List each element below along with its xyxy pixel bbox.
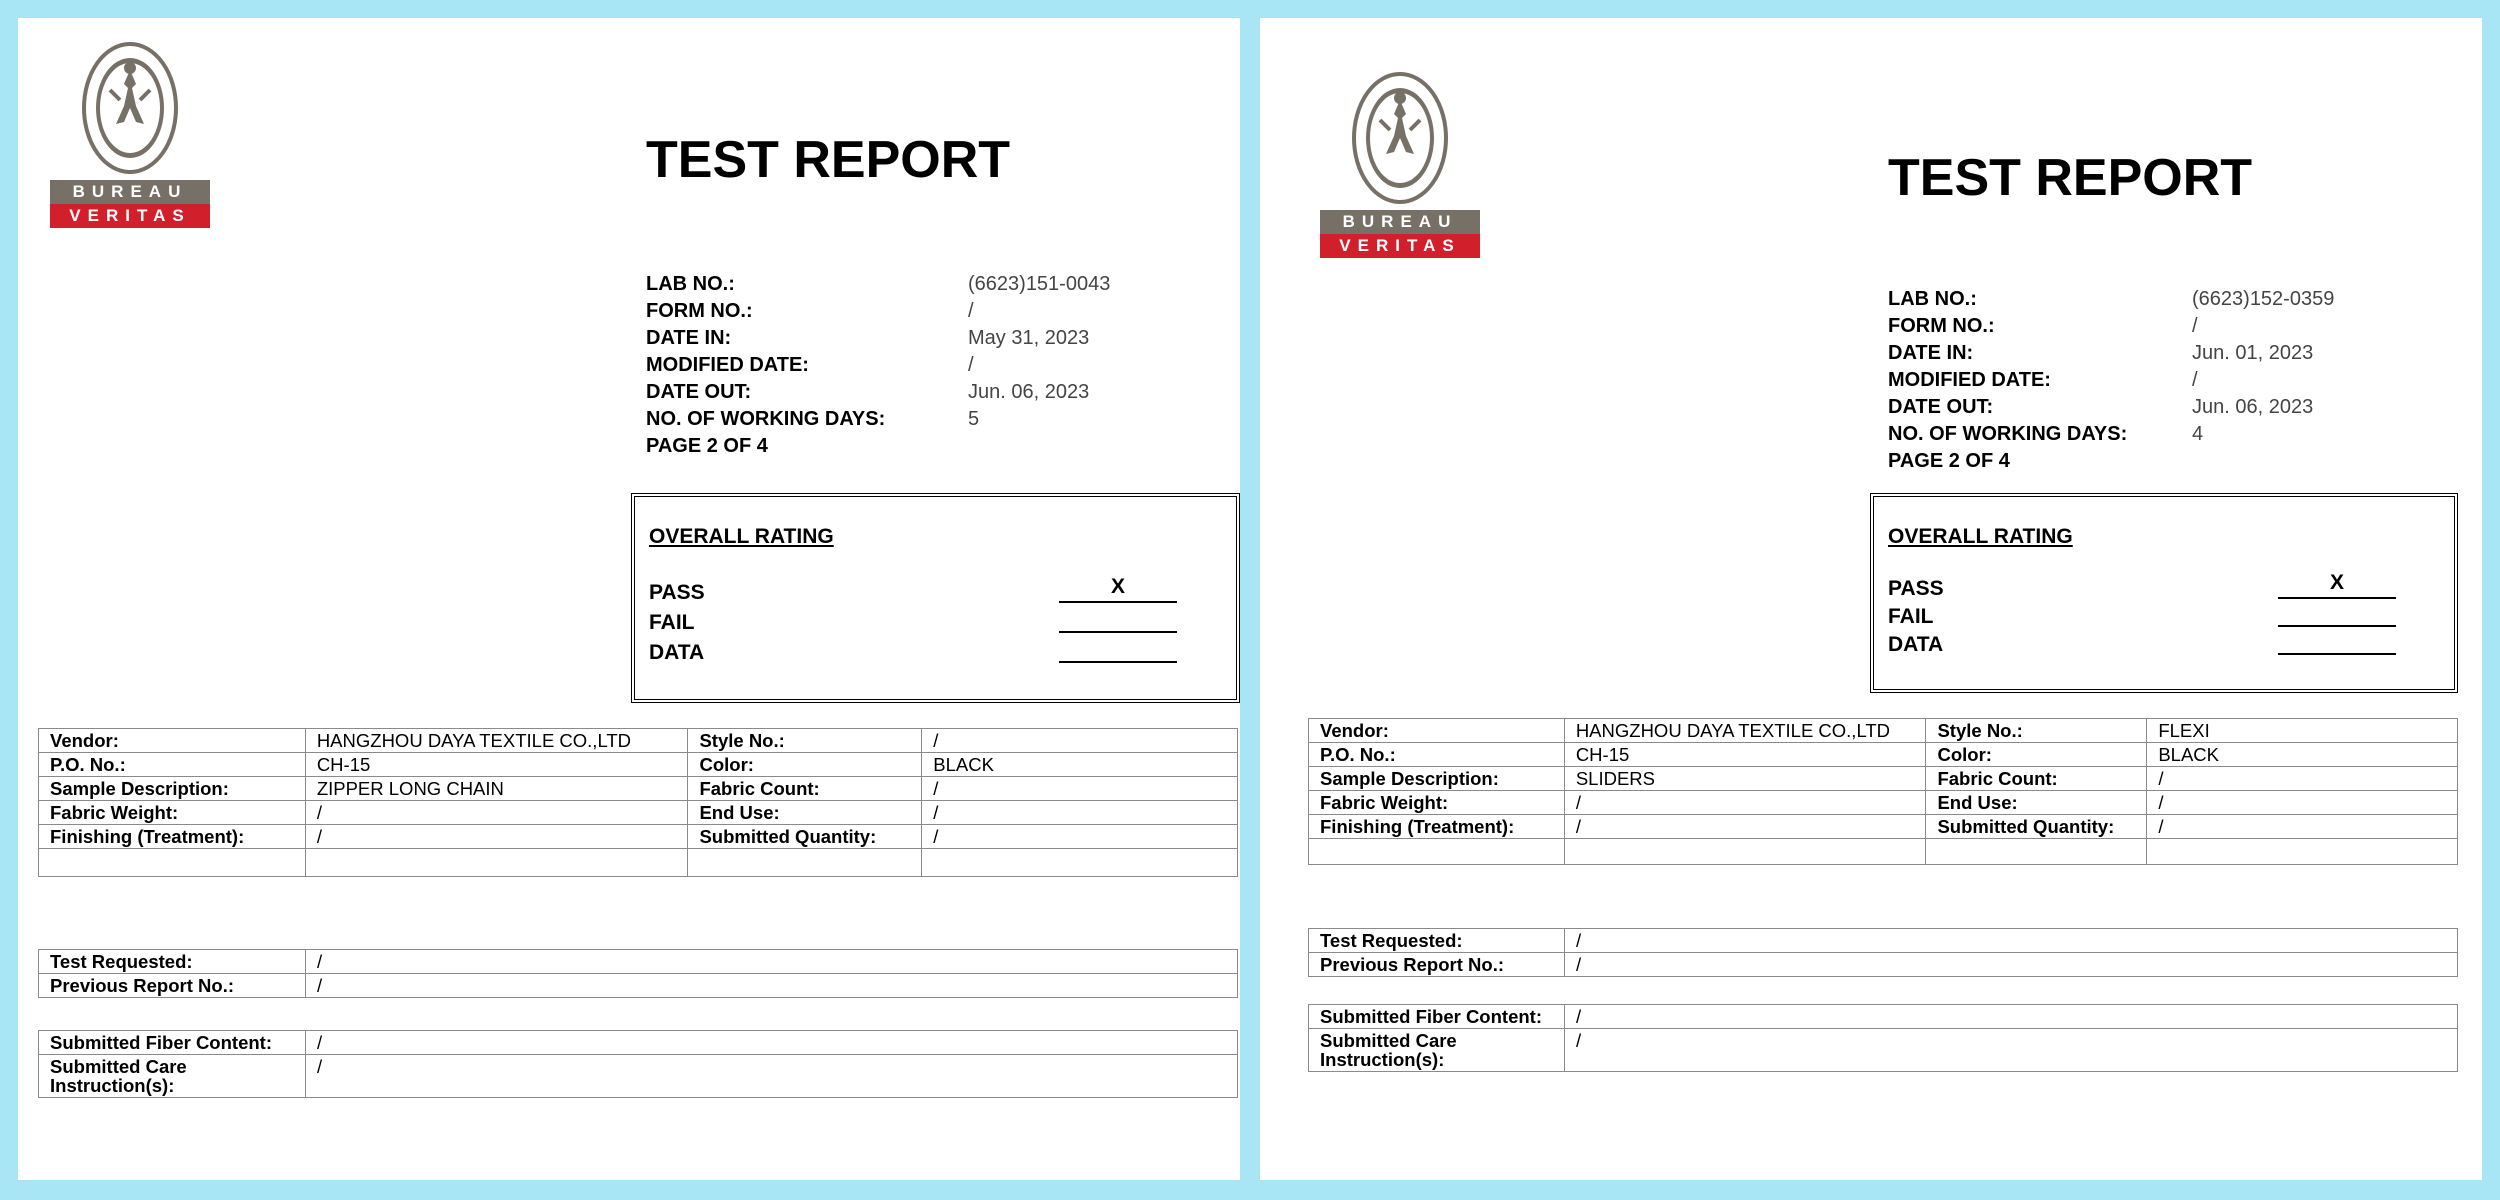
table-row [1309, 719, 2458, 743]
table-row [39, 777, 1238, 801]
quantity-value: / [922, 825, 1238, 849]
info-value: / [968, 354, 974, 376]
previous-report-label: Previous Report No.: [39, 974, 306, 998]
care-instruction-label: Submitted Care Instruction(s): [1309, 1029, 1565, 1072]
fiber-care-table [38, 1030, 1238, 1098]
info-row-page [646, 435, 1206, 462]
table-row [39, 1031, 1238, 1055]
table-row [39, 825, 1238, 849]
info-row-date-in [646, 327, 1206, 354]
style-label: Style No.: [688, 729, 922, 753]
empty-cell [1926, 839, 2147, 865]
info-value: Jun. 01, 2023 [2192, 342, 2314, 364]
info-label: DATE OUT: [1888, 396, 1994, 418]
info-row-form-no [1888, 315, 2448, 342]
vendor-details-table [1308, 718, 2458, 865]
sample-value: ZIPPER LONG CHAIN [305, 777, 688, 801]
rating-line [2278, 571, 2396, 599]
style-label: Style No.: [1926, 719, 2147, 743]
vendor-label: Vendor: [39, 729, 306, 753]
color-value: BLACK [922, 753, 1238, 777]
fabric-weight-label: Fabric Weight: [1309, 791, 1565, 815]
report-page-left [18, 18, 1240, 1180]
rating-row-data [1888, 633, 2410, 661]
info-value: Jun. 06, 2023 [2192, 396, 2314, 418]
info-label: LAB NO.: [1888, 288, 1977, 310]
test-request-table [38, 949, 1238, 998]
rating-label: FAIL [649, 611, 695, 634]
rating-label: PASS [649, 581, 705, 604]
test-request-table [1308, 928, 2458, 977]
rating-line [1059, 661, 1177, 663]
table-row [39, 753, 1238, 777]
po-value: CH-15 [1564, 743, 1926, 767]
finishing-label: Finishing (Treatment): [39, 825, 306, 849]
rating-row-data [649, 641, 1190, 669]
table-row [39, 1055, 1238, 1098]
previous-report-value: / [1565, 953, 2458, 977]
sample-label: Sample Description: [1309, 767, 1565, 791]
rating-row-pass [649, 575, 1190, 609]
rating-mark: X [2329, 571, 2344, 594]
bureau-veritas-logo [50, 40, 210, 228]
info-label: DATE OUT: [646, 381, 752, 403]
quantity-value: / [2147, 815, 2458, 839]
page-title: TEST REPORT [646, 131, 1011, 189]
rating-line [2278, 653, 2396, 655]
info-value: / [968, 300, 974, 322]
rating-label: PASS [1888, 577, 1944, 600]
info-label: FORM NO.: [1888, 315, 1995, 337]
table-row [1309, 791, 2458, 815]
quantity-label: Submitted Quantity: [688, 825, 922, 849]
empty-cell [305, 849, 688, 877]
info-value: / [2192, 369, 2198, 391]
test-requested-label: Test Requested: [39, 950, 306, 974]
table-row [1309, 743, 2458, 767]
info-value: Jun. 06, 2023 [968, 381, 1090, 403]
empty-cell [1309, 839, 1565, 865]
info-value: (6623)151-0043 [968, 273, 1111, 295]
table-row [39, 849, 1238, 877]
end-use-value: / [2147, 791, 2458, 815]
end-use-value: / [922, 801, 1238, 825]
care-instruction-label: Submitted Care Instruction(s): [39, 1055, 306, 1098]
test-requested-value: / [306, 950, 1238, 974]
info-row-date-in [1888, 342, 2448, 369]
vendor-value: HANGZHOU DAYA TEXTILE CO.,LTD [305, 729, 688, 753]
bureau-veritas-logo [1320, 70, 1480, 258]
brand-line-veritas: VERITAS [50, 204, 210, 228]
info-label: DATE IN: [646, 327, 732, 349]
fiber-content-label: Submitted Fiber Content: [39, 1031, 306, 1055]
info-label: PAGE 2 OF 4 [646, 435, 768, 457]
quantity-label: Submitted Quantity: [1926, 815, 2147, 839]
rating-label: FAIL [1888, 605, 1934, 628]
info-value: May 31, 2023 [968, 327, 1090, 349]
table-row [39, 729, 1238, 753]
table-row [39, 801, 1238, 825]
empty-cell [922, 849, 1238, 877]
style-value: / [922, 729, 1238, 753]
info-row-page [1888, 450, 2448, 477]
sample-value: SLIDERS [1564, 767, 1926, 791]
info-value: (6623)152-0359 [2192, 288, 2335, 310]
rating-line [1059, 631, 1177, 633]
color-label: Color: [688, 753, 922, 777]
finishing-value: / [305, 825, 688, 849]
info-row-date-out [1888, 396, 2448, 423]
info-value: / [2192, 315, 2198, 337]
previous-report-value: / [306, 974, 1238, 998]
care-instruction-value: / [1565, 1029, 2458, 1072]
brand-line-bureau: BUREAU [50, 180, 210, 204]
fiber-content-value: / [1565, 1005, 2458, 1029]
end-use-label: End Use: [1926, 791, 2147, 815]
style-value: FLEXI [2147, 719, 2458, 743]
po-label: P.O. No.: [1309, 743, 1565, 767]
fabric-count-value: / [2147, 767, 2458, 791]
empty-cell [2147, 839, 2458, 865]
rating-line [1059, 575, 1177, 603]
fiber-content-value: / [306, 1031, 1238, 1055]
overall-rating-box [631, 493, 1240, 703]
previous-report-label: Previous Report No.: [1309, 953, 1565, 977]
fabric-count-label: Fabric Count: [1926, 767, 2147, 791]
color-value: BLACK [2147, 743, 2458, 767]
table-row [1309, 1029, 2458, 1072]
report-page-right [1260, 18, 2482, 1180]
info-label: PAGE 2 OF 4 [1888, 450, 2010, 472]
bureau-veritas-seal-icon [1350, 70, 1450, 210]
rating-row-fail [1888, 605, 2410, 633]
brand-line-veritas: VERITAS [1320, 234, 1480, 258]
fabric-weight-label: Fabric Weight: [39, 801, 306, 825]
info-label: NO. OF WORKING DAYS: [646, 408, 886, 430]
color-label: Color: [1926, 743, 2147, 767]
finishing-label: Finishing (Treatment): [1309, 815, 1565, 839]
fiber-content-label: Submitted Fiber Content: [1309, 1005, 1565, 1029]
test-requested-label: Test Requested: [1309, 929, 1565, 953]
po-label: P.O. No.: [39, 753, 306, 777]
table-row [1309, 839, 2458, 865]
table-row [39, 950, 1238, 974]
end-use-label: End Use: [688, 801, 922, 825]
info-row-form-no [646, 300, 1206, 327]
info-label: MODIFIED DATE: [646, 354, 809, 376]
empty-cell [688, 849, 922, 877]
po-value: CH-15 [305, 753, 688, 777]
care-instruction-value: / [306, 1055, 1238, 1098]
test-requested-value: / [1565, 929, 2458, 953]
rating-row-fail [649, 611, 1190, 639]
rating-heading: OVERALL RATING [1888, 525, 2073, 548]
fabric-weight-value: / [1564, 791, 1926, 815]
table-row [39, 974, 1238, 998]
vendor-value: HANGZHOU DAYA TEXTILE CO.,LTD [1564, 719, 1926, 743]
fabric-weight-value: / [305, 801, 688, 825]
fiber-care-table [1308, 1004, 2458, 1072]
overall-rating-box [1870, 493, 2458, 693]
page-title: TEST REPORT [1888, 149, 2253, 207]
rating-label: DATA [649, 641, 705, 664]
rating-heading: OVERALL RATING [649, 525, 834, 548]
table-row [1309, 767, 2458, 791]
table-row [1309, 815, 2458, 839]
info-row-date-out [646, 381, 1206, 408]
rating-row-pass [1888, 571, 2410, 605]
table-row [1309, 1005, 2458, 1029]
report-info [1888, 288, 2448, 477]
info-row-lab-no [646, 273, 1206, 300]
vendor-details-table [38, 728, 1238, 877]
info-row-working-days [646, 408, 1206, 435]
table-row [1309, 953, 2458, 977]
report-info [646, 273, 1206, 462]
table-row [1309, 929, 2458, 953]
fabric-count-label: Fabric Count: [688, 777, 922, 801]
empty-cell [1564, 839, 1926, 865]
info-row-modified-date [1888, 369, 2448, 396]
info-label: MODIFIED DATE: [1888, 369, 2051, 391]
info-label: FORM NO.: [646, 300, 753, 322]
info-value: 5 [968, 408, 980, 430]
info-label: NO. OF WORKING DAYS: [1888, 423, 2128, 445]
rating-line [2278, 625, 2396, 627]
info-row-modified-date [646, 354, 1206, 381]
bureau-veritas-seal-icon [80, 40, 180, 180]
empty-cell [39, 849, 306, 877]
info-value: 4 [2192, 423, 2204, 445]
rating-label: DATA [1888, 633, 1944, 656]
finishing-value: / [1564, 815, 1926, 839]
rating-mark: X [1110, 575, 1125, 598]
sample-label: Sample Description: [39, 777, 306, 801]
brand-line-bureau: BUREAU [1320, 210, 1480, 234]
info-row-lab-no [1888, 288, 2448, 315]
info-row-working-days [1888, 423, 2448, 450]
info-label: LAB NO.: [646, 273, 735, 295]
vendor-label: Vendor: [1309, 719, 1565, 743]
info-label: DATE IN: [1888, 342, 1974, 364]
fabric-count-value: / [922, 777, 1238, 801]
